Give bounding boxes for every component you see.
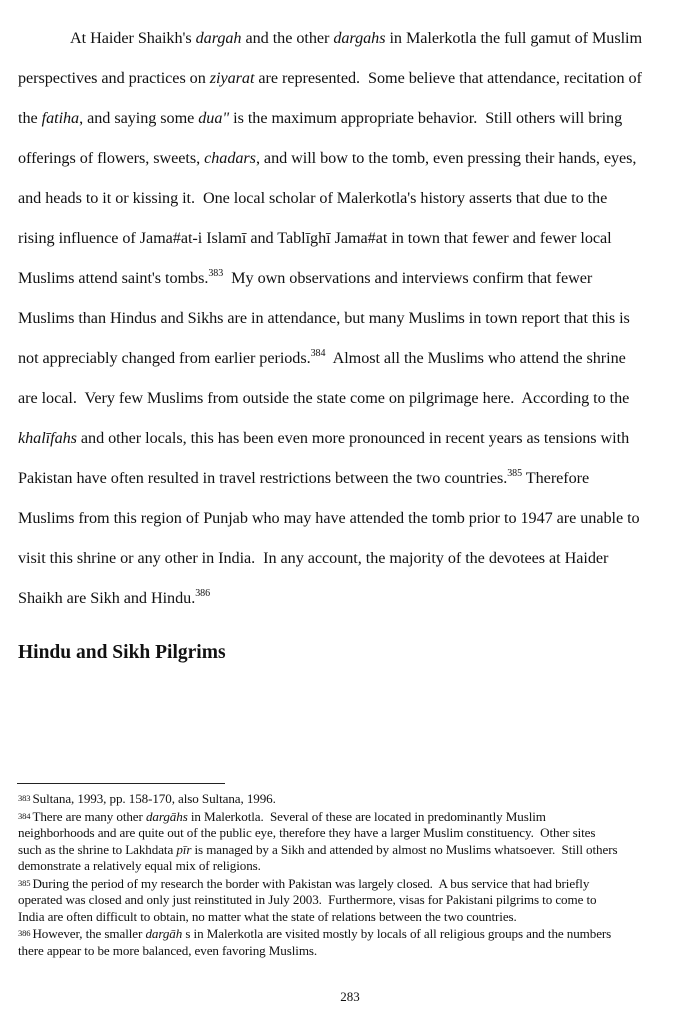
footnote-line	[18, 808, 690, 826]
text-run: and other locals, this has been even more pronounced in recent years as tensions with	[76, 429, 630, 447]
text-run: , and will bow to the tomb, even pressing their hands, eyes,	[255, 149, 637, 167]
footnote-line	[18, 925, 690, 943]
footnote-line	[18, 790, 690, 808]
text-run: neighborhoods and are quite out of the public eye, therefore they have a larger Muslim constituency. Other sites	[18, 825, 596, 840]
paragraph-line	[18, 458, 690, 498]
text-run: Sultana, 1993, pp. 158-170, also Sultana, 1996.	[32, 791, 276, 806]
paragraph-line	[18, 138, 690, 178]
page-number: 283	[340, 989, 360, 1004]
text-run: are local. Very few Muslims from outside the state come on pilgrimage here. According to the	[18, 389, 630, 407]
italic-term: dua"	[198, 109, 230, 127]
italic-term: chadars	[204, 149, 256, 167]
text-run: s in Malerkotla are visited mostly by locals of all religious groups and the numbers	[182, 926, 612, 941]
footnote-line	[18, 858, 690, 875]
footnote-383	[18, 790, 690, 808]
text-run: and heads to it or kissing it. One local scholar of Malerkotla's history asserts that due to the	[18, 189, 608, 207]
text-run: perspectives and practices on	[18, 69, 210, 87]
footnote-number: 386	[18, 928, 31, 938]
italic-term: pīr	[176, 841, 192, 857]
text-run: , and saying some	[79, 109, 199, 127]
text-run: are represented. Some believe that attendance, recitation of	[254, 69, 642, 87]
paragraph-line	[18, 298, 690, 338]
text-run: not appreciably changed from earlier periods.	[18, 349, 311, 367]
footnote-line	[18, 825, 690, 842]
footnote-separator	[17, 783, 225, 784]
text-run: Shaikh are Sikh and Hindu.	[18, 589, 196, 607]
text-run: demonstrate a relatively equal mix of religions.	[18, 858, 261, 873]
text-run: offerings of flowers, sweets,	[18, 149, 205, 167]
italic-term: ziyarat	[209, 69, 255, 87]
text-run: Therefore	[522, 469, 590, 487]
text-run: At Haider Shaikh's	[70, 29, 196, 47]
italic-term: dargah	[195, 29, 242, 47]
text-run: in Malerkotla. Several of these are located in predominantly Muslim	[187, 808, 546, 824]
text-run: and the other	[241, 29, 334, 47]
footnote-number: 383	[18, 793, 31, 803]
text-run: Muslims from this region of Punjab who may have attended the tomb prior to 1947 are unable to	[18, 509, 640, 527]
text-run: operated was closed and only just reinstituted in July 2003. Furthermore, visas for Pakistani pilgrims to come to	[18, 892, 597, 907]
section-heading: Hindu and Sikh Pilgrims	[18, 642, 226, 663]
italic-term: dargahs	[333, 29, 386, 47]
text-run: the	[18, 109, 42, 127]
paragraph-line	[18, 18, 690, 58]
text-run: in Malerkotla the full gamut of Muslim	[385, 29, 643, 47]
italic-term: fatiha	[41, 109, 80, 127]
text-run: Muslims than Hindus and Sikhs are in attendance, but many Muslims in town report that this is	[18, 309, 630, 327]
paragraph-line	[18, 98, 690, 138]
text-run: is managed by a Sikh and attended by almost no Muslims whatsoever. Still others	[191, 841, 618, 857]
italic-term: dargāh	[145, 926, 183, 941]
paragraph-line	[18, 578, 690, 618]
text-run: visit this shrine or any other in India. In any account, the majority of the devotees at Haider	[18, 549, 609, 567]
paragraph-line	[18, 498, 690, 538]
text-run: During the period of my research the border with Pakistan was largely closed. A bus service that had briefly	[32, 875, 590, 891]
text-run: However, the smaller	[32, 926, 146, 941]
footnote-number: 384	[18, 810, 31, 821]
text-run: Muslims attend saint's tombs.	[18, 269, 209, 287]
footnote-reference[interactable]: 385	[507, 467, 523, 479]
footnote-reference[interactable]: 383	[208, 267, 224, 279]
text-run: rising influence of Jama#at-i Islamī and Tablīghī Jama#at in town that fewer and fewer local	[18, 229, 612, 247]
text-run: Almost all the Muslims who attend the shrine	[325, 349, 626, 367]
paragraph-line	[18, 538, 690, 578]
footnote-386	[18, 925, 690, 959]
footnote-line	[18, 875, 690, 893]
body-paragraph	[18, 18, 690, 618]
text-run: There are many other	[32, 808, 146, 824]
footnote-line	[18, 943, 690, 960]
footnote-line	[18, 842, 690, 859]
footnote-reference[interactable]: 386	[195, 587, 211, 599]
paragraph-line	[18, 378, 690, 418]
footnote-reference[interactable]: 384	[310, 347, 326, 359]
text-run: is the maximum appropriate behavior. Still others will bring	[229, 109, 623, 127]
text-run: there appear to be more balanced, even favoring Muslims.	[18, 942, 318, 958]
footnote-line	[18, 892, 690, 909]
paragraph-line	[18, 418, 690, 458]
text-run: such as the shrine to Lakhdata	[18, 841, 177, 857]
paragraph-line	[18, 218, 690, 258]
footnote-384	[18, 808, 690, 875]
italic-term: khalīfahs	[18, 429, 77, 447]
text-run: My own observations and interviews confirm that fewer	[223, 269, 593, 287]
paragraph-line	[18, 258, 690, 298]
footnotes	[18, 790, 690, 959]
paragraph-line	[18, 178, 690, 218]
paragraph-line	[18, 58, 690, 98]
text-run: India are often difficult to obtain, no matter what the state of relations between the two countries.	[18, 908, 517, 924]
footnote-number: 385	[18, 877, 31, 888]
italic-term: dargāhs	[145, 808, 188, 824]
footnote-385	[18, 875, 690, 926]
paragraph-line	[18, 338, 690, 378]
text-run: Pakistan have often resulted in travel restrictions between the two countries.	[18, 469, 508, 487]
footnote-line	[18, 909, 690, 926]
